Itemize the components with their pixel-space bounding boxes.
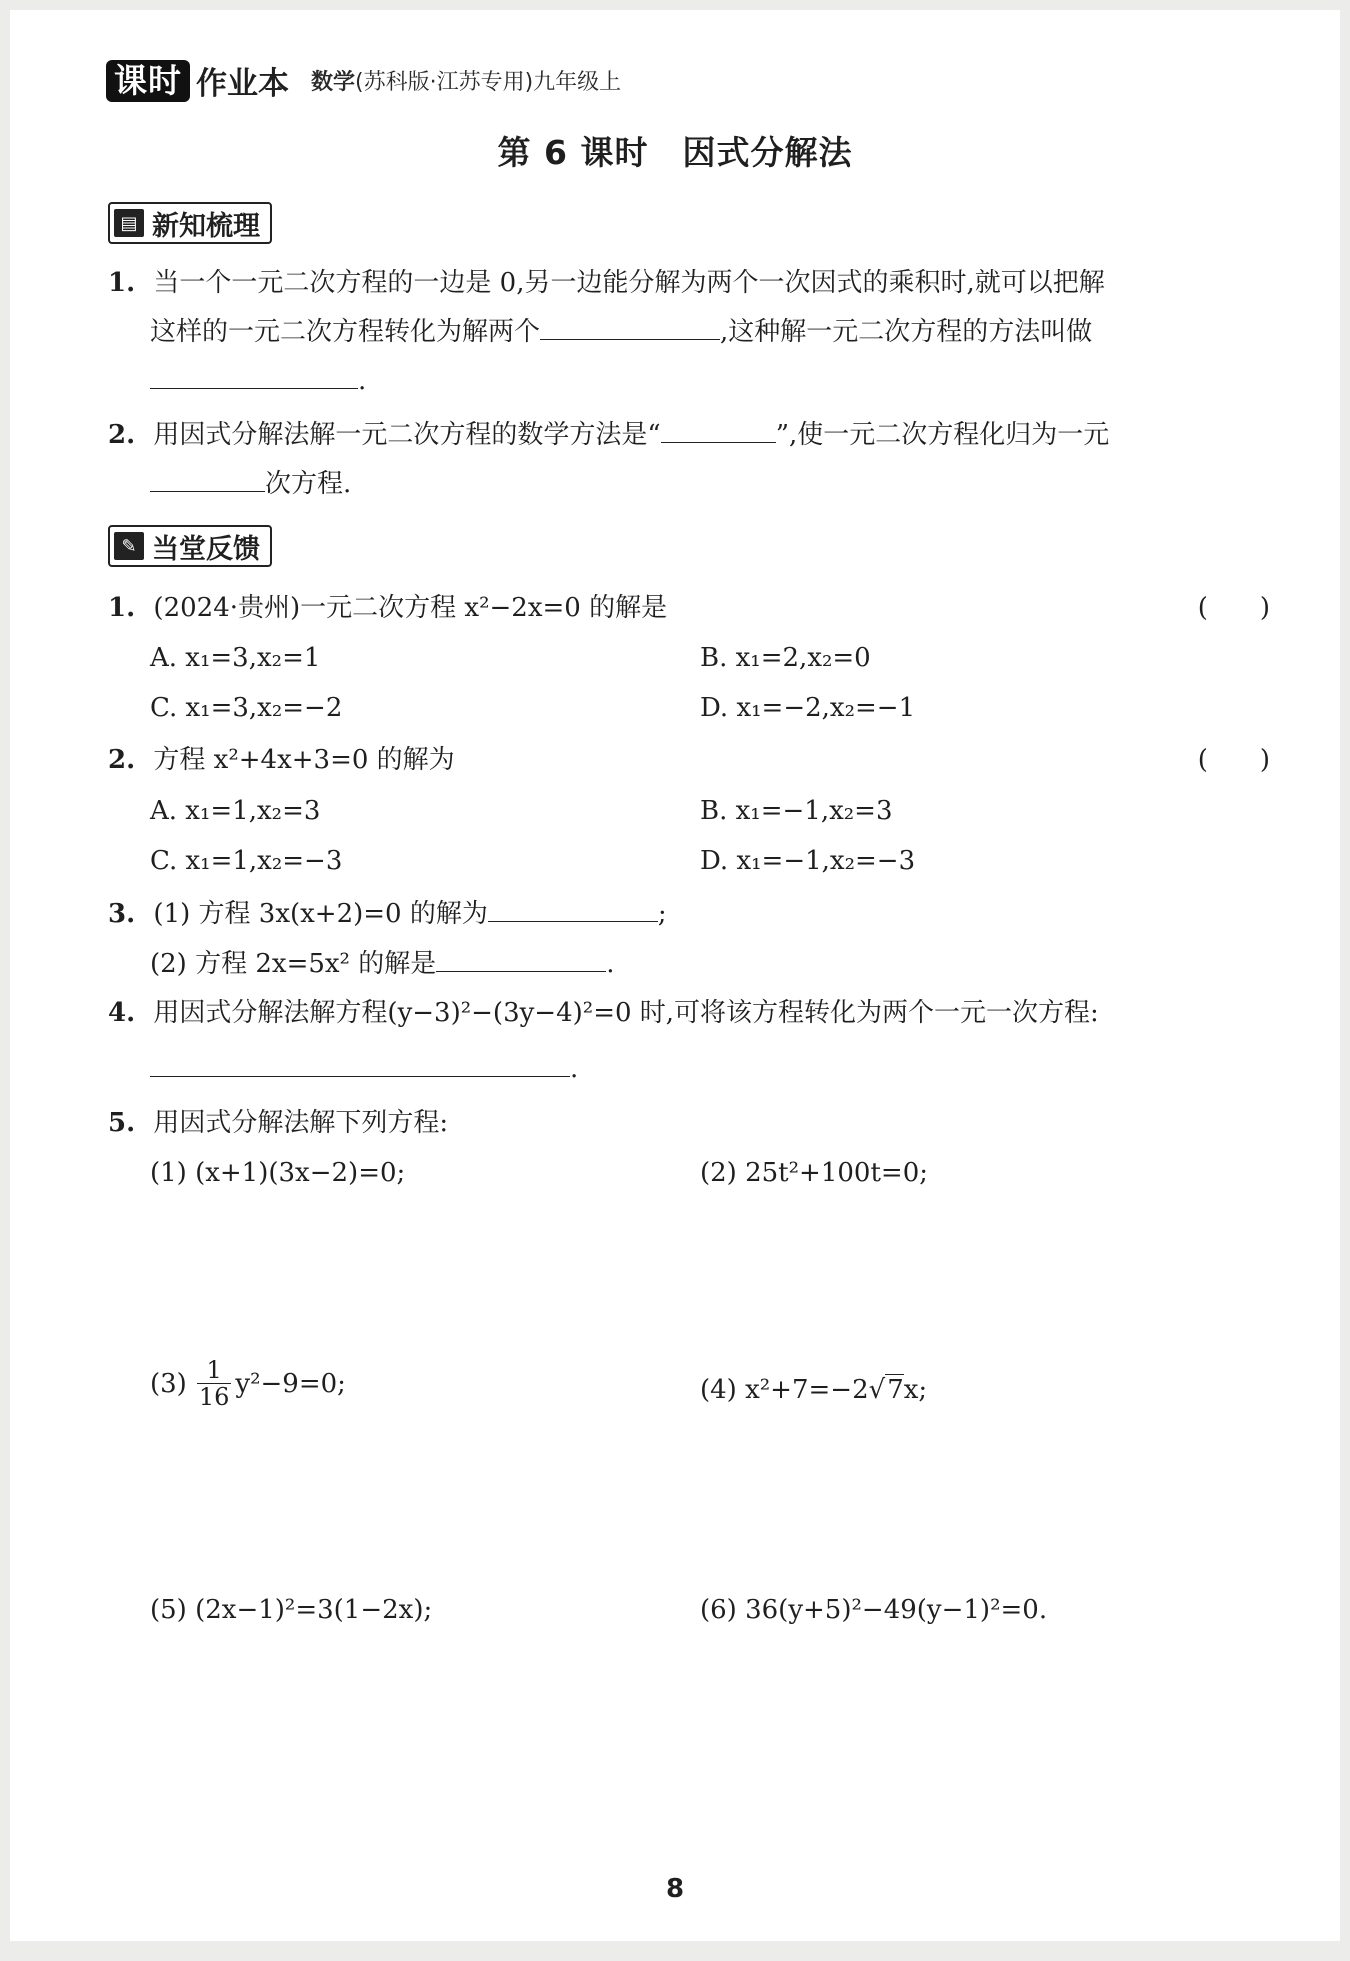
question-text: (2024·贵州)一元二次方程 x²−2x=0 的解是 (153, 593, 668, 623)
question-text: ,这种解一元二次方程的方法叫做 (720, 317, 1093, 347)
question-text: 当一个一元二次方程的一边是 0,另一边能分解为两个一次因式的乘积时,就可以把解 (153, 268, 1105, 298)
equation-text: x; (903, 1375, 928, 1405)
equation-text: y²−9=0; (235, 1368, 346, 1399)
lesson-title: 第 6 课时 因式分解法 (497, 133, 853, 172)
knowledge-q1-line1 (108, 265, 1105, 301)
q5-part5: (5) (2x−1)²=3(1−2x); (150, 1595, 433, 1625)
question-number: 3. (108, 899, 136, 929)
answer-blank[interactable] (150, 362, 358, 389)
answer-blank[interactable] (661, 416, 776, 443)
answer-blank[interactable] (436, 945, 606, 972)
edition-label: (苏科版·江苏专用)九年级上 (355, 70, 622, 95)
feedback-q3-part1 (108, 895, 667, 932)
question-text: 方程 x²+4x+3=0 的解为 (153, 745, 455, 775)
feedback-q4-answer (150, 1050, 578, 1087)
question-number: 2. (108, 745, 136, 775)
question-number: 5. (108, 1108, 136, 1138)
option-a[interactable]: A. x₁=1,x₂=3 (150, 796, 321, 826)
question-text: . (606, 949, 615, 979)
q5-part1: (1) (x+1)(3x−2)=0; (150, 1158, 406, 1188)
section-title: 当堂反馈 (152, 533, 260, 565)
option-a[interactable]: A. x₁=3,x₂=1 (150, 643, 321, 673)
radical-sign: √ (868, 1375, 886, 1405)
question-text: 次方程. (265, 469, 352, 499)
question-text: 用因式分解法解下列方程: (153, 1108, 449, 1138)
option-d[interactable]: D. x₁=−1,x₂=−3 (700, 846, 916, 876)
section-new-knowledge (108, 202, 272, 244)
feedback-q5-stem (108, 1105, 448, 1141)
feedback-q1-stem (108, 590, 667, 626)
option-b[interactable]: B. x₁=2,x₂=0 (700, 643, 871, 673)
q5-part4 (700, 1372, 927, 1408)
option-b[interactable]: B. x₁=−1,x₂=3 (700, 796, 893, 826)
answer-blank[interactable] (488, 895, 658, 922)
question-number: 1. (108, 593, 136, 623)
answer-blank[interactable] (150, 1050, 570, 1077)
subject-label: 数学 (311, 70, 356, 95)
question-text: (2) 方程 2x=5x² 的解是 (150, 949, 437, 979)
question-text: 这样的一元二次方程转化为解两个 (150, 317, 541, 347)
fraction-numerator: 1 (206, 1356, 222, 1384)
book-icon: ▤ (114, 209, 144, 237)
equation-text: (4) x²+7=−2 (700, 1375, 869, 1405)
q5-part6: (6) 36(y+5)²−49(y−1)²=0. (700, 1595, 1048, 1625)
radicand: 7 (887, 1375, 904, 1405)
part-label: (3) (150, 1368, 187, 1399)
question-number: 2. (108, 420, 136, 450)
book-subtitle (311, 65, 621, 96)
feedback-q3-part2 (150, 945, 615, 982)
brand-name: 作业本 (196, 66, 289, 102)
knowledge-q1-line3 (150, 362, 366, 399)
question-text: . (358, 366, 367, 396)
q5-part3 (150, 1357, 346, 1410)
section-feedback (108, 525, 272, 567)
answer-parentheses[interactable]: ( ) (1197, 593, 1270, 623)
question-text: (1) 方程 3x(x+2)=0 的解为 (153, 899, 488, 929)
question-number: 1. (108, 268, 136, 298)
answer-blank[interactable] (540, 313, 720, 340)
knowledge-q2-line2 (150, 465, 351, 502)
feedback-q4-stem (108, 995, 1099, 1031)
question-text: ; (657, 899, 667, 929)
knowledge-q1-line2 (150, 313, 1092, 350)
option-d[interactable]: D. x₁=−2,x₂=−1 (700, 693, 916, 723)
answer-parentheses[interactable]: ( ) (1197, 745, 1270, 775)
question-number: 4. (108, 998, 136, 1028)
question-text: ”,使一元二次方程化归为一元 (775, 420, 1110, 450)
section-title: 新知梳理 (152, 210, 260, 242)
brand-logo: 课时 (106, 60, 190, 102)
q5-part2: (2) 25t²+100t=0; (700, 1158, 928, 1188)
option-c[interactable]: C. x₁=3,x₂=−2 (150, 693, 343, 723)
worksheet-page (10, 10, 1340, 1941)
fraction (197, 1357, 232, 1410)
question-text: 用因式分解法解一元二次方程的数学方法是“ (153, 420, 661, 450)
pencil-icon: ✎ (114, 532, 144, 560)
question-text: . (570, 1054, 579, 1084)
answer-blank[interactable] (150, 465, 265, 492)
page-number: 8 (665, 1874, 685, 1904)
knowledge-q2-line1 (108, 416, 1109, 453)
book-header (106, 58, 621, 103)
question-text: 用因式分解法解方程(y−3)²−(3y−4)²=0 时,可将该方程转化为两个一元一次方程: (153, 998, 1099, 1028)
feedback-q2-stem (108, 742, 455, 778)
fraction-denominator: 16 (198, 1383, 230, 1411)
option-c[interactable]: C. x₁=1,x₂=−3 (150, 846, 343, 876)
